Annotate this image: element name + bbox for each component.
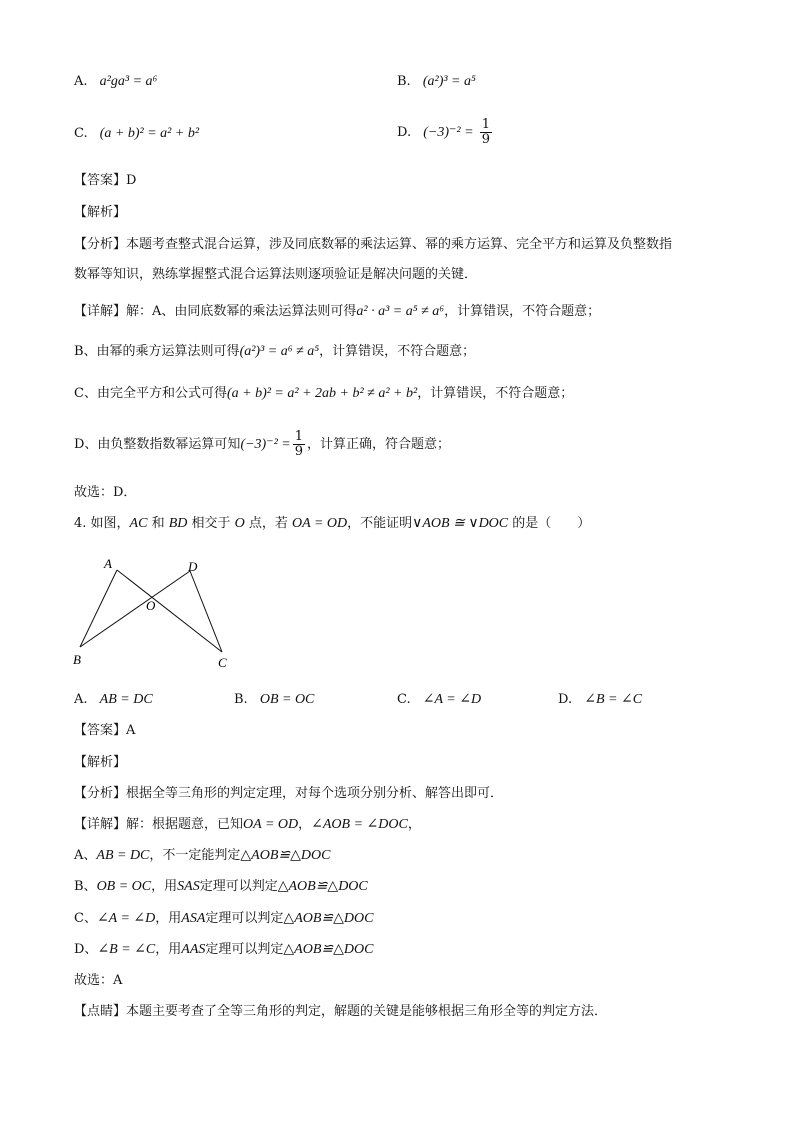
detail-math: AAS [181, 942, 206, 957]
point-label-a: A [104, 556, 112, 571]
answer-tag: 【答案】 [74, 723, 127, 738]
stem-text: 相交于 [187, 516, 235, 531]
q4-fenxi [74, 784, 503, 804]
numerator: 1 [481, 117, 490, 132]
xiangjie-tag: 【详解】 [74, 817, 127, 832]
stem-text: 的是（ ） [508, 516, 591, 531]
fenxi-tag: 【分析】 [74, 237, 127, 252]
detail-math: △AOB≌△DOC [240, 848, 331, 863]
detail-math: ∠A = ∠D [96, 911, 156, 926]
q3-option-b [397, 72, 476, 92]
denominator: 9 [294, 444, 304, 459]
q4-detail-d [74, 940, 373, 960]
detail-math: (a + b)² = a² + 2ab + b² ≠ a² + b² [226, 386, 418, 401]
option-label: B. [397, 74, 411, 89]
detail-math: SAS [177, 879, 200, 894]
fraction [480, 118, 492, 147]
option-math: OB = OC [259, 692, 315, 707]
segment-ab [80, 570, 117, 647]
detail-math: △AOB≌△DOC [283, 942, 374, 957]
detail-math: △AOB≌△DOC [277, 879, 368, 894]
q4-stem [74, 514, 590, 534]
option-label: B. [234, 692, 248, 707]
detail-end: ，计算错误，不符合题意； [417, 386, 574, 401]
stem-math: AC [129, 516, 148, 531]
detail-end: ，计算错误，不符合题意； [319, 344, 476, 359]
q3-option-c [74, 124, 199, 144]
stem-text: 4. 如图， [74, 516, 130, 531]
detail-text: ， [298, 817, 312, 832]
option-math: AB = DC [99, 692, 153, 707]
q4-detail-b [74, 877, 368, 897]
dianjing-text: 本题主要考查了全等三角形的判定，解题的关键是能够根据三角形全等的判定方法． [126, 1004, 608, 1019]
detail-math: ∠B = ∠C [97, 942, 156, 957]
detail-text: 定理可以判定 [205, 911, 284, 926]
q3-detail-b [74, 342, 475, 362]
point-label-o: O [146, 598, 156, 613]
answer-value: D [126, 173, 137, 188]
stem-text: 点，若 [244, 516, 293, 531]
q3-fenxi-line2: 数幂等知识，熟练掌握整式混合运算法则逐项验证是解决问题的关键． [74, 267, 478, 282]
q3-analysis-tag: 【解析】 [74, 205, 127, 220]
detail-math: ASA [181, 911, 206, 926]
detail-math: △AOB≌△DOC [283, 911, 374, 926]
q3-conclusion: 故选：D． [74, 485, 137, 500]
detail-text: A、 [74, 848, 97, 863]
q4-analysis-tag: 【解析】 [74, 755, 127, 770]
stem-text: ，不能证明 [347, 516, 413, 531]
detail-text: 解：根据题意，已知 [126, 817, 244, 832]
q4-detail-intro [74, 815, 421, 835]
answer-value: A [126, 723, 136, 738]
stem-math: BD [168, 516, 188, 531]
detail-math: (a²)³ = a⁶ ≠ a⁵ [239, 344, 320, 359]
fenxi-text: 本题考查整式混合运算，涉及同底数幂的乘法运算、幂的乘方运算、完全平方和运算及负整数指 [126, 237, 673, 252]
q4-conclusion: 故选：A [74, 973, 123, 988]
option-math: ∠A = ∠D [422, 692, 482, 707]
detail-text: 定理可以判定 [199, 879, 278, 894]
q4-option-a [74, 690, 153, 710]
fraction [293, 430, 305, 459]
q3-option-a [74, 72, 157, 92]
detail-text: D、由负整数指数幂运算可知 [74, 437, 241, 452]
numerator: 1 [294, 429, 304, 444]
q3-detail-a [74, 302, 600, 322]
option-label: C. [397, 692, 411, 707]
q4-detail-c [74, 909, 373, 929]
detail-text: B、由幂的乘方运算法则可得 [74, 344, 240, 359]
detail-math: ∠AOB = ∠DOC [311, 817, 408, 832]
geometry-figure [70, 552, 240, 674]
detail-text: ， [407, 817, 421, 832]
detail-text: 定理可以判定 [205, 942, 284, 957]
detail-math: a² · a³ = a⁵ ≠ a⁶ [356, 304, 445, 319]
detail-text: 解：A、由同底数幂的乘法运算法则可得 [126, 304, 357, 319]
q4-dianjing [74, 1002, 607, 1022]
option-label: D. [558, 692, 573, 707]
detail-math: OA = OD [243, 817, 299, 832]
detail-text: ，用 [151, 879, 178, 894]
q3-option-d [397, 118, 494, 147]
stem-math: OA = OD [292, 516, 348, 531]
fenxi-tag: 【分析】 [74, 786, 127, 801]
fenxi-text: 根据全等三角形的判定定理，对每个选项分别分析、解答出即可． [126, 786, 504, 801]
stem-math: O [234, 516, 245, 531]
denominator: 9 [481, 132, 490, 147]
q3-detail-d [74, 430, 450, 459]
detail-text: ，用 [155, 911, 182, 926]
detail-text: C、 [74, 911, 97, 926]
detail-text: B、 [74, 879, 97, 894]
detail-math: OB = OC [96, 879, 152, 894]
point-label-b: B [73, 652, 81, 667]
detail-text: ，不一定能判定 [149, 848, 241, 863]
q3-detail-c [74, 384, 573, 404]
q4-option-c [397, 690, 481, 710]
stem-math: ∨AOB ≅ ∨DOC [412, 516, 509, 531]
option-label: C. [74, 126, 88, 141]
detail-text: D、 [74, 942, 98, 957]
point-label-c: C [218, 655, 227, 670]
detail-text: C、由完全平方和公式可得 [74, 386, 227, 401]
option-math: ∠B = ∠C [584, 692, 643, 707]
detail-text: ，用 [155, 942, 182, 957]
segment-bd [80, 571, 190, 647]
q3-answer [74, 171, 136, 191]
q4-option-b [234, 690, 314, 710]
option-label: A. [74, 692, 88, 707]
stem-text: 和 [147, 516, 169, 531]
option-label: A. [74, 74, 88, 89]
answer-tag: 【答案】 [74, 173, 127, 188]
q4-option-d [558, 690, 642, 710]
q4-answer [74, 721, 135, 741]
dianjing-tag: 【点睛】 [74, 1004, 127, 1019]
option-math: a²ga³ = a⁶ [99, 74, 158, 89]
q3-fenxi-line1 [74, 235, 672, 255]
detail-math: AB = DC [96, 848, 150, 863]
xiangjie-tag: 【详解】 [74, 304, 127, 319]
option-math: (−3)⁻² = [423, 125, 474, 140]
option-math: (a + b)² = a² + b² [99, 126, 200, 141]
detail-end: ，计算错误，不符合题意； [444, 304, 601, 319]
detail-end: ，计算正确，符合题意； [307, 437, 451, 452]
point-label-d: D [188, 559, 198, 574]
detail-math: (−3)⁻² = [240, 437, 291, 452]
q4-detail-a [74, 846, 330, 866]
option-math: (a²)³ = a⁵ [422, 74, 476, 89]
option-label: D. [397, 125, 412, 140]
